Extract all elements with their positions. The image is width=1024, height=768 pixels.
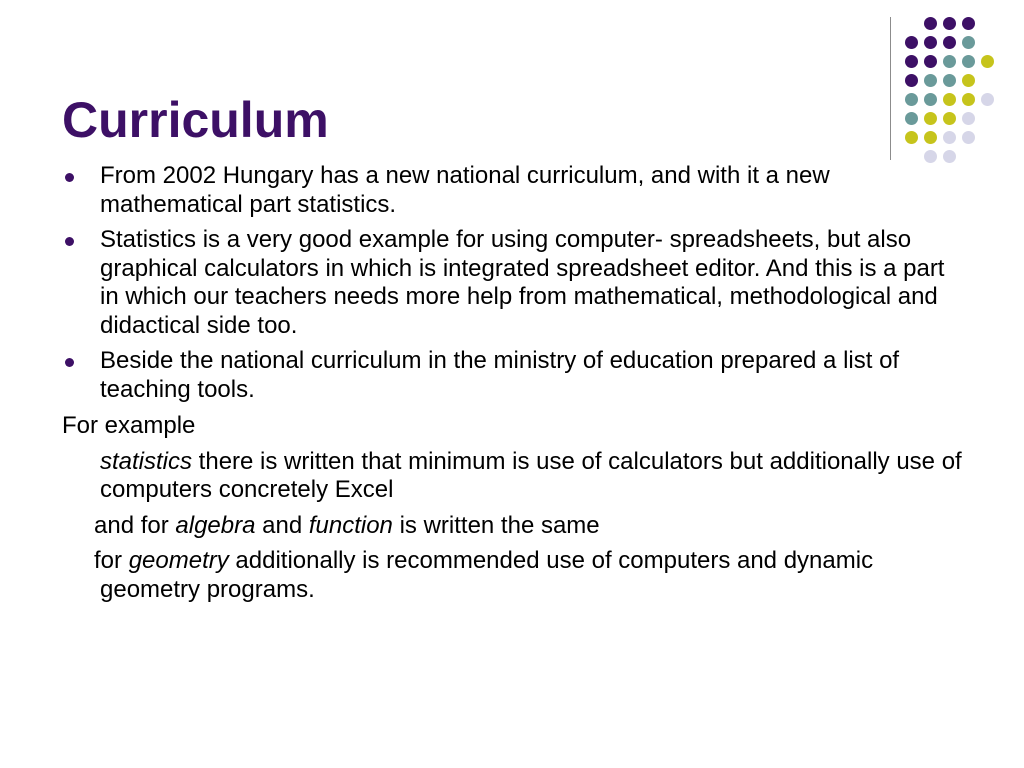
example-statistics: [62, 448, 962, 505]
decorative-dot: [962, 112, 975, 125]
bullet-text: Statistics is a very good example for using computer- spreadsheets, but also graphical calculators in which is integrated spreadsheet editor. And this is a part in which our teachers needs more help from mathematical, methodological and didactical side too.: [100, 226, 945, 339]
bullet-item: [62, 347, 962, 404]
decorative-dot: [943, 131, 956, 144]
decorative-dot: [962, 74, 975, 87]
for-example-label: For example: [62, 412, 196, 439]
decorative-dot: [924, 131, 937, 144]
example-algebra-function: [62, 512, 962, 541]
bullet-item: [62, 226, 962, 340]
example-text: and for: [94, 511, 176, 539]
decorative-dot: [924, 74, 937, 87]
example-term: geometry: [128, 547, 229, 574]
decorative-dot: [924, 36, 937, 49]
decorative-dot: [943, 55, 956, 68]
example-text: and: [255, 511, 309, 539]
decorative-dot: [924, 17, 937, 30]
decorative-dot: [943, 112, 956, 125]
example-term: function: [308, 511, 393, 539]
decorative-dot: [962, 93, 975, 106]
slide-title: Curriculum: [62, 92, 329, 148]
decorative-dot: [962, 131, 975, 144]
bullet-icon: [65, 237, 74, 246]
example-term: statistics: [100, 447, 193, 475]
example-text: additionally is recommended use of computers and dynamic geometry programs.: [100, 547, 874, 603]
decorative-dot: [924, 112, 937, 125]
decorative-dot: [905, 93, 918, 106]
bullet-text: From 2002 Hungary has a new national curriculum, and with it a new mathematical part statistics.: [100, 162, 830, 218]
decorative-dot: [943, 74, 956, 87]
decorative-dot: [981, 93, 994, 106]
bullet-list: [62, 162, 962, 404]
decorative-dot: [905, 131, 918, 144]
decorative-dot: [905, 36, 918, 49]
slide-body: [62, 162, 962, 611]
bullet-text: Beside the national curriculum in the ministry of education prepared a list of teaching tools.: [100, 347, 900, 403]
decorative-dot: [962, 55, 975, 68]
decorative-dot: [943, 36, 956, 49]
example-geometry: [62, 547, 962, 604]
decorative-dot: [905, 112, 918, 125]
example-text: is written the same: [392, 511, 600, 539]
decorative-dot: [943, 17, 956, 30]
bullet-icon: [65, 358, 74, 367]
example-text: for: [94, 547, 129, 574]
example-text: there is written that minimum is use of calculators but additionally use of computers concretely Excel: [100, 447, 962, 503]
decorative-dot: [924, 93, 937, 106]
decorative-dot: [962, 17, 975, 30]
decorative-dot: [905, 55, 918, 68]
decorative-dot: [924, 55, 937, 68]
decorative-dot: [981, 55, 994, 68]
decorative-dot: [905, 74, 918, 87]
bullet-icon: [65, 173, 74, 182]
example-term: algebra: [175, 511, 256, 539]
decorative-dot: [962, 36, 975, 49]
bullet-item: [62, 162, 962, 219]
decorative-dot: [943, 93, 956, 106]
